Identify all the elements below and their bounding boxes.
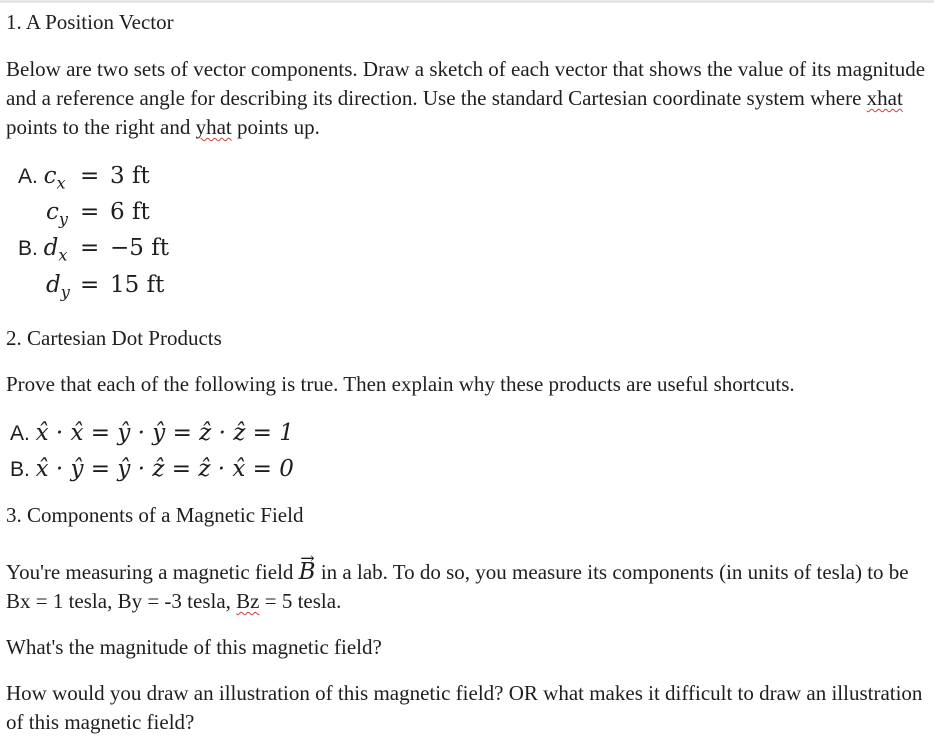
- dot-product-b: [10, 454, 294, 485]
- eq-a-cy: [46, 197, 68, 227]
- xhat-term: xhat: [866, 86, 903, 110]
- eq-a-cx: [18, 161, 66, 192]
- value-dx: −5 ft: [110, 235, 169, 261]
- var-c: c: [46, 199, 59, 225]
- equals-sign: =: [80, 272, 100, 298]
- eq-b-dx: [18, 233, 67, 264]
- var-d: d: [46, 272, 61, 298]
- equals-sign: =: [80, 199, 100, 225]
- var-d: d: [43, 235, 59, 261]
- item-label-b: B.: [18, 237, 38, 260]
- sub-x: x: [56, 173, 66, 193]
- dot-product-equation-b: x̂ · ŷ = ŷ · ẑ = ẑ · x̂ = 0: [35, 456, 294, 482]
- sub-y: y: [60, 282, 70, 302]
- value-dy: 15 ft: [110, 272, 165, 298]
- section-3-heading: 3. Components of a Magnetic Field: [6, 503, 304, 527]
- dot-product-equation-a: x̂ · x̂ = ŷ · ŷ = ẑ · ẑ = 1: [35, 420, 294, 446]
- equals-sign: =: [80, 163, 100, 189]
- section-3-text-part: = 5 tesla.: [259, 589, 342, 613]
- dot-product-a: [10, 418, 294, 449]
- item-label-b: B.: [10, 458, 30, 481]
- section-3-paragraph: [6, 558, 932, 616]
- value-cy: 6 ft: [110, 199, 150, 225]
- section-3-text-part: You're measuring a magnetic field: [6, 560, 299, 584]
- sub-x: x: [58, 245, 68, 265]
- top-border: [0, 0, 934, 3]
- var-c: c: [43, 163, 57, 189]
- yhat-term: yhat: [195, 115, 232, 139]
- section-2-heading: 2. Cartesian Dot Products: [6, 326, 222, 350]
- eq-b-dy: [46, 270, 70, 300]
- section-1-heading: 1. A Position Vector: [6, 10, 174, 34]
- section-2-paragraph: Prove that each of the following is true. Then explain why these products are useful shortcuts.: [6, 372, 795, 396]
- section-1-text-part: points up.: [231, 115, 320, 139]
- section-3-text-part: in a lab. To do so, you measure its components (in units of tesla) to be Bx = 1 tesla, By = -3 tesla,: [6, 560, 909, 613]
- sub-y: y: [58, 209, 68, 229]
- value-cx: 3 ft: [110, 163, 150, 189]
- question-illustration: How would you draw an illustration of this magnetic field? OR what makes it difficult to draw an illustration of this magnetic field?: [6, 681, 923, 734]
- item-label-a: A.: [10, 422, 30, 445]
- bz-term: Bz: [236, 589, 260, 613]
- section-1-paragraph: [6, 55, 932, 142]
- equals-sign: =: [80, 235, 100, 261]
- question-magnitude: What's the magnitude of this magnetic field?: [6, 635, 382, 659]
- item-label-a: A.: [18, 165, 38, 188]
- section-1-text-part: points to the right and: [6, 115, 196, 139]
- section-1-text-part: Below are two sets of vector components. Draw a sketch of each vector that shows the value of its magnitude and a reference angle for describing its direction. Use the standard Cartesian coordinate system where: [6, 57, 926, 110]
- vector-b-symbol: → B: [299, 558, 316, 587]
